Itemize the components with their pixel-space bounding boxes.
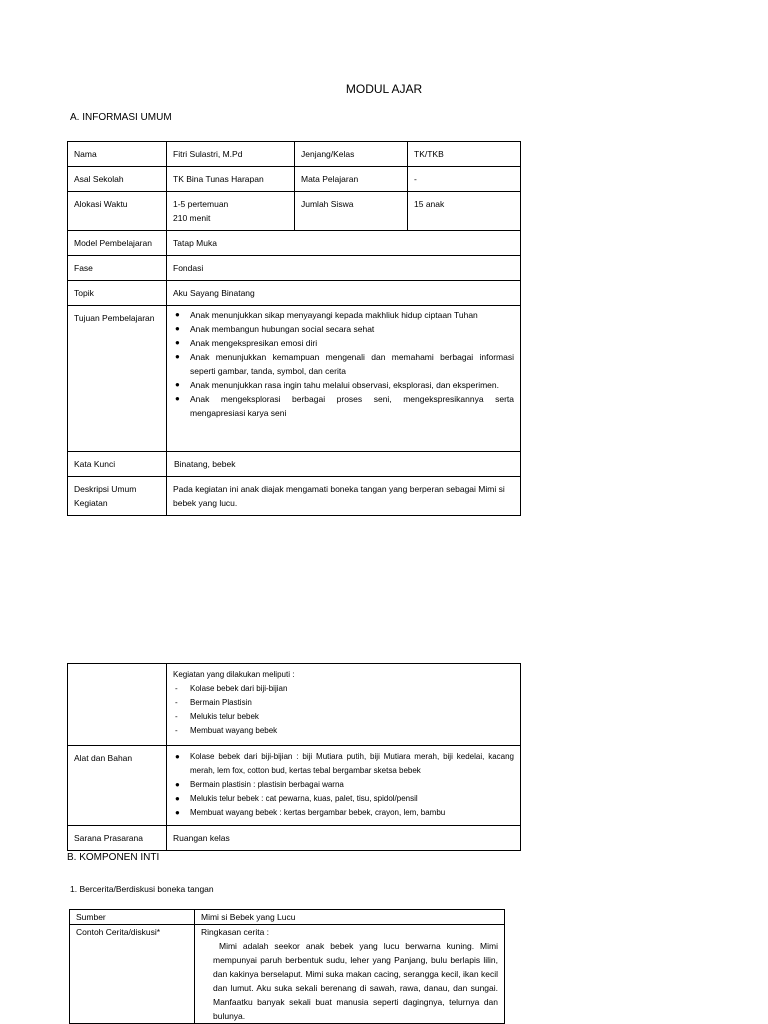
table-row (68, 142, 521, 167)
list-item: - Bermain Plastisin (173, 696, 514, 710)
table-row (68, 167, 521, 192)
table-row (68, 826, 521, 851)
table-row (68, 281, 521, 306)
table-row (70, 910, 505, 925)
mata-pelajaran-value: - (408, 167, 521, 192)
sarana-prasarana-value: Ruangan kelas (167, 826, 521, 851)
list-item: - Membuat wayang bebek (173, 724, 514, 738)
list-item: ● Kolase bebek dari biji-bijian : biji Mutiara putih, biji Mutiara merah, biji kedelai, kacang merah, lem fox, cotton bud, kertas tebal bergambar sketsa bebek (173, 750, 514, 778)
sumber-value: Mimi si Bebek yang Lucu (195, 910, 505, 925)
tujuan-pembelajaran-label: Tujuan Pembelajaran (68, 306, 167, 452)
table-row (68, 306, 521, 452)
list-item: ● Membuat wayang bebek : kertas bergambar bebek, crayon, lem, bambu (173, 806, 514, 820)
alokasi-menit: 210 menit (173, 213, 211, 223)
list-item: ● Bermain plastisin : plastisin berbagai warna (173, 778, 514, 792)
mata-pelajaran-label: Mata Pelajaran (295, 167, 408, 192)
contoh-cerita-label: Contoh Cerita/diskusi* (70, 925, 195, 1024)
ringkasan-text: Mimi adalah seekor anak bebek yang lucu berwarna kuning. Mimi mempunyai paruh berbentuk sudu, leher yang Panjang, bulu berlapis lilin, dan kakinya berselaput. Mimi suka makan cacing, serangga kecil, ikan kecil dan lumut. Aku suka sekali berenang di sawah, rawa, danau, dan sungai. Manfaatku banyak sekali buat manusia seperti dagingnya, telurnya dan bulunya. (213, 941, 498, 1021)
kegiatan-value (167, 664, 521, 746)
cerita-table (69, 909, 505, 1024)
alokasi-waktu-value (167, 192, 295, 231)
deskripsi-value: Pada kegiatan ini anak diajak mengamati boneka tangan yang berperan sebagai Mimi si bebek yang lucu. (167, 477, 521, 516)
alat-bahan-label: Alat dan Bahan (68, 746, 167, 826)
asal-sekolah-label: Asal Sekolah (68, 167, 167, 192)
fase-label: Fase (68, 256, 167, 281)
list-item: - Kolase bebek dari biji-bijian (173, 682, 514, 696)
list-item: ● Anak menunjukkan sikap menyayangi kepada makhliuk hidup ciptaan Tuhan (173, 308, 514, 322)
deskripsi-label (68, 477, 167, 516)
nama-value: Fitri Sulastri, M.Pd (167, 142, 295, 167)
table-row (68, 477, 521, 516)
model-pembelajaran-value: Tatap Muka (167, 231, 521, 256)
topik-label: Topik (68, 281, 167, 306)
kata-kunci-label: Kata Kunci (68, 452, 167, 477)
kata-kunci-value: Binatang, bebek (167, 452, 521, 477)
page-title: MODUL AJAR (345, 82, 423, 96)
kegiatan-table (67, 663, 521, 851)
section-a-heading: A. INFORMASI UMUM (70, 112, 172, 123)
tujuan-pembelajaran-value (167, 306, 521, 452)
fase-value: Fondasi (167, 256, 521, 281)
list-item: ● Melukis telur bebek : cat pewarna, kuas, palet, tisu, spidol/pensil (173, 792, 514, 806)
list-item: ● Anak menunjukkan kemampuan mengenali dan memahami berbagai informasi seperti gambar, tanda, symbol, dan cerita (173, 350, 514, 378)
table-row (68, 664, 521, 746)
nama-label: Nama (68, 142, 167, 167)
list-item: - Melukis telur bebek (173, 710, 514, 724)
table-row (68, 231, 521, 256)
sarana-prasarana-label: Sarana Prasarana (68, 826, 167, 851)
subsection-1-heading: 1. Bercerita/Berdiskusi boneka tangan (70, 884, 214, 894)
model-pembelajaran-label: Model Pembelajaran (68, 231, 167, 256)
alokasi-waktu-label: Alokasi Waktu (68, 192, 167, 231)
alat-bahan-value (167, 746, 521, 826)
list-item: ● Anak membangun hubungan social secara sehat (173, 322, 514, 336)
jenjang-label: Jenjang/Kelas (295, 142, 408, 167)
ringkasan-label: Ringkasan cerita : (201, 927, 270, 937)
alokasi-pertemuan: 1-5 pertemuan (173, 199, 229, 209)
table-row (68, 452, 521, 477)
deskripsi-label-line1: Deskripsi Umum (74, 484, 137, 494)
kegiatan-intro: Kegiatan yang dilakukan meliputi : (173, 670, 295, 679)
table-row (68, 256, 521, 281)
table-row (68, 746, 521, 826)
list-item: ● Anak menunjukkan rasa ingin tahu melalui observasi, eksplorasi, dan eksperimen. (173, 378, 514, 392)
list-item: ● Anak mengekspresikan emosi diri (173, 336, 514, 350)
asal-sekolah-value: TK Bina Tunas Harapan (167, 167, 295, 192)
deskripsi-label-line2: Kegiatan (74, 498, 108, 508)
jumlah-siswa-value: 15 anak (408, 192, 521, 231)
topik-value: Aku Sayang Binatang (167, 281, 521, 306)
jumlah-siswa-label: Jumlah Siswa (295, 192, 408, 231)
jenjang-value: TK/TKB (408, 142, 521, 167)
contoh-cerita-value (195, 925, 505, 1024)
informasi-umum-table (67, 141, 521, 516)
section-b-heading: B. KOMPONEN INTI (67, 852, 160, 863)
table-row (70, 925, 505, 1024)
list-item: ● Anak mengeksplorasi berbagai proses seni, mengekspresikannya serta mengapresiasi karya seni (173, 392, 514, 420)
table-row (68, 192, 521, 231)
sumber-label: Sumber (70, 910, 195, 925)
kegiatan-label-empty (68, 664, 167, 746)
